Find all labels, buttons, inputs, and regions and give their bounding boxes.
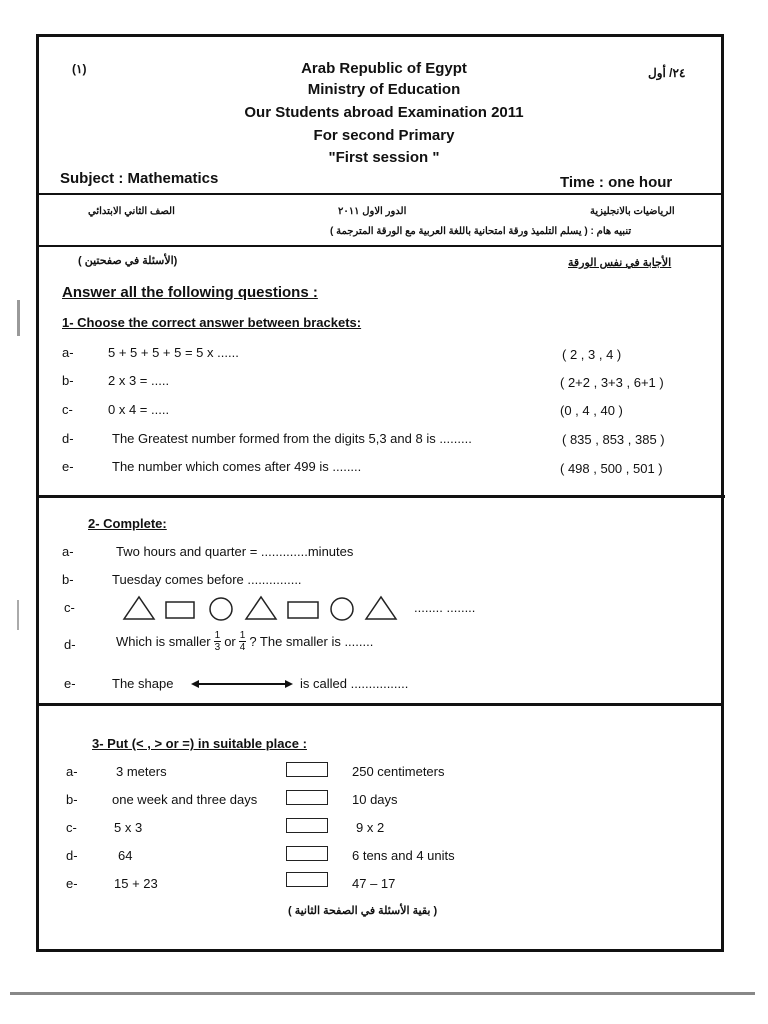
q2-item-label: d- bbox=[64, 637, 76, 652]
fraction-one-quarter: $\frac{1}{4}$ bbox=[239, 630, 246, 653]
fraction-one-third: $\frac{1}{3}$ bbox=[214, 630, 221, 653]
time-allowed: Time : one hour bbox=[560, 174, 673, 191]
answer-box[interactable] bbox=[286, 818, 328, 833]
header-session: "First session " bbox=[328, 149, 440, 166]
q1-title: 1- Choose the correct answer between brackets: bbox=[62, 315, 362, 330]
line-segment-shape bbox=[190, 677, 294, 691]
q2-shape-called: is called ................ bbox=[300, 676, 409, 691]
q2-pattern-blanks: ........ ........ bbox=[414, 600, 476, 615]
q1-item-options: ( 2 , 3 , 4 ) bbox=[562, 347, 622, 362]
header-exam: Our Students abroad Examination 2011 bbox=[244, 104, 524, 121]
q3-right-value: 47 – 17 bbox=[352, 876, 396, 891]
q3-item-label: b- bbox=[66, 792, 78, 807]
circle-shape bbox=[331, 598, 353, 620]
q1-item-label: d- bbox=[62, 431, 74, 446]
q3-left-value: 5 x 3 bbox=[114, 820, 143, 835]
q3-item-label: d- bbox=[66, 848, 78, 863]
arabic-answer-note: الأجابة في نفس الورقة bbox=[568, 257, 672, 269]
q3-right-value: 9 x 2 bbox=[356, 820, 385, 835]
q2-item-text: Two hours and quarter = .............minutes bbox=[116, 544, 354, 559]
q2-item-label: e- bbox=[64, 676, 76, 691]
arabic-pages: (الأسئلة في صفحتين ) bbox=[78, 255, 178, 267]
q1-item-label: c- bbox=[62, 402, 73, 417]
header-country: Arab Republic of Egypt bbox=[301, 60, 467, 77]
q2-fraction-end: ? The smaller is ........ bbox=[249, 634, 374, 649]
answer-box[interactable] bbox=[286, 790, 328, 805]
q1-item-label: a- bbox=[62, 345, 74, 360]
header-divider bbox=[39, 193, 721, 195]
q3-right-value: 10 days bbox=[352, 792, 398, 807]
rectangle-shape bbox=[288, 602, 318, 618]
q1-item-options: ( 835 , 853 , 385 ) bbox=[562, 432, 665, 447]
arabic-grade: الصف الثاني الابتدائي bbox=[88, 206, 175, 217]
arabic-subject: الرياضيات بالانجليزية bbox=[590, 206, 675, 217]
instruction: Answer all the following questions : bbox=[62, 284, 318, 301]
q3-left-value: one week and three days bbox=[112, 792, 258, 807]
subject: Subject : Mathematics bbox=[60, 170, 219, 187]
q2-item-label: a- bbox=[62, 544, 74, 559]
q3-left-value: 3 meters bbox=[116, 764, 167, 779]
q2-item-label: c- bbox=[64, 600, 75, 615]
page-number: (١) bbox=[72, 62, 87, 76]
arabic-top-right: ٢٤/ أول bbox=[648, 66, 686, 80]
footer-arabic-note: ( بقية الأسئلة في الصفحة الثانية ) bbox=[288, 905, 438, 917]
q1-item-text: 2 x 3 = ..... bbox=[108, 373, 170, 388]
triangle-shape bbox=[246, 597, 276, 619]
triangle-shape bbox=[124, 597, 154, 619]
circle-shape bbox=[210, 598, 232, 620]
scan-artifact bbox=[17, 300, 20, 336]
header-grade: For second Primary bbox=[313, 127, 455, 144]
q3-right-value: 250 centimeters bbox=[352, 764, 445, 779]
arabic-term: الدور الاول ٢٠١١ bbox=[338, 206, 407, 217]
triangle-shape bbox=[366, 597, 396, 619]
q1-item-options: ( 498 , 500 , 501 ) bbox=[560, 461, 663, 476]
q2-title: 2- Complete: bbox=[88, 516, 167, 531]
q2-or-text: or bbox=[224, 634, 236, 649]
rectangle-shape bbox=[166, 602, 194, 618]
q2-fraction-question bbox=[116, 630, 373, 653]
q3-item-label: a- bbox=[66, 764, 78, 779]
q1-item-text: The Greatest number formed from the digits 5,3 and 8 is ......... bbox=[112, 431, 472, 446]
notice-divider bbox=[39, 245, 721, 247]
q3-title: 3- Put (< , > or =) in suitable place : bbox=[92, 736, 307, 751]
q3-right-value: 6 tens and 4 units bbox=[352, 848, 455, 863]
q1-item-label: e- bbox=[62, 459, 74, 474]
scan-artifact bbox=[17, 600, 19, 630]
shape-pattern bbox=[118, 592, 408, 622]
arabic-note: تنبيه هام : ( يسلم التلميذ ورقة امتحانية باللغة العربية مع الورقة المترجمة ) bbox=[330, 226, 632, 237]
q1-item-text: 0 x 4 = ..... bbox=[108, 402, 170, 417]
q3-item-label: c- bbox=[66, 820, 77, 835]
q2-shape-text: The shape bbox=[112, 676, 174, 691]
q1-item-label: b- bbox=[62, 373, 74, 388]
q3-left-value: 15 + 23 bbox=[114, 876, 158, 891]
q2-item-label: b- bbox=[62, 572, 74, 587]
q3-item-label: e- bbox=[66, 876, 78, 891]
header-ministry: Ministry of Education bbox=[307, 81, 461, 98]
q1-item-options: ( 2+2 , 3+3 , 6+1 ) bbox=[560, 375, 664, 390]
answer-box[interactable] bbox=[286, 872, 328, 887]
q3-left-value: 64 bbox=[118, 848, 133, 863]
answer-box[interactable] bbox=[286, 846, 328, 861]
section-divider bbox=[39, 495, 725, 498]
q2-item-text: Tuesday comes before ............... bbox=[112, 572, 302, 587]
scan-edge bbox=[10, 992, 755, 995]
q1-item-text: 5 + 5 + 5 + 5 = 5 x ...... bbox=[108, 345, 239, 360]
q1-item-text: The number which comes after 499 is ........ bbox=[112, 459, 362, 474]
q1-item-options: (0 , 4 , 40 ) bbox=[560, 403, 623, 418]
answer-box[interactable] bbox=[286, 762, 328, 777]
section-divider bbox=[39, 703, 721, 706]
q2-fraction-text: Which is smaller bbox=[116, 634, 211, 649]
